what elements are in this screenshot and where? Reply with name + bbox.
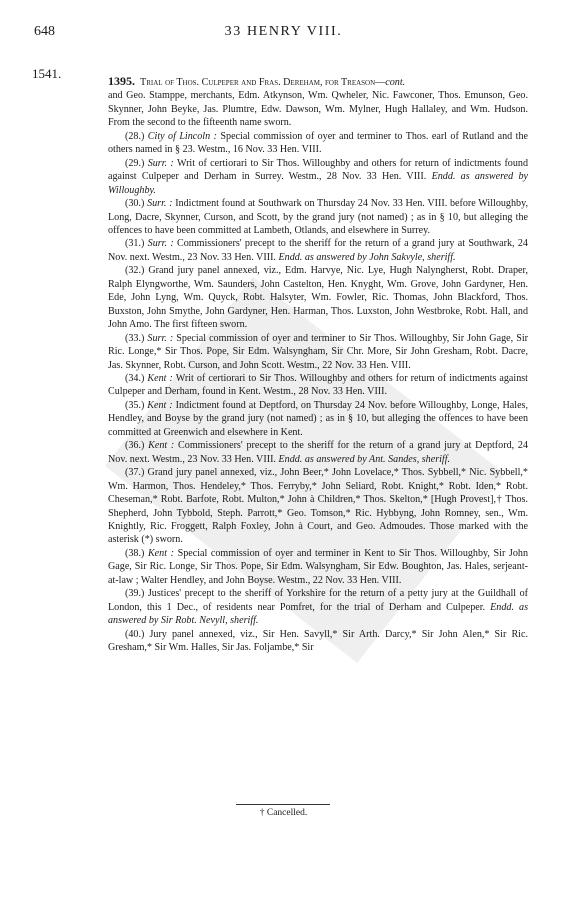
- paragraph-place: Kent :: [148, 440, 175, 452]
- paragraph: [108, 399, 528, 439]
- paragraph-number: (39.): [125, 588, 148, 600]
- page-header: [0, 24, 567, 42]
- paragraph-text: Grand jury panel annexed, viz., Edm. Harvye, Nic. Lye, Hugh Nalyngherst, Robt. Draper, Ralph Elyngworthe, Wm. Saunders, John Castelton, Hen. Knyght, Wm. Grove, John Gardyner, Hen. Ede, John Lyng, Wm. Quyck, Robt. Halsyter, Wm. Fowler, Ric. Thomas, John Blackford, Thos. Buxston, John Smythe, John Gardyner, Hen. Harman, Thos. Luxston, John Westbroke, Robt. Hall, and John Amo. The first fifteen sworn.: [108, 265, 528, 331]
- paragraph-text: Jury panel annexed, viz., Sir Hen. Savyll,* Sir Arth. Darcy,* Sir John Alen,* Sir Ric. Gresham,* Sir Wm. Halles, Sir Jas. Foljambe,* Sir: [108, 628, 528, 654]
- paragraph-text: Writ of certiorari to Sir Thos. Willoughby and others for return of indictments found against Culpeper and Derham in Surrey. Westm., 28 Nov. 33 Hen. VIII.: [108, 157, 528, 183]
- paragraph-number: (38.): [125, 547, 148, 559]
- footnote: † Cancelled.: [259, 808, 308, 818]
- paragraph-text: Special commission of oyer and terminer in Kent to Sir Thos. Willoughby, Sir John Gage, Sir Ric. Longe, Sir Thos. Pope, Sir Edm. Walsyngham, Sir Edw. Boughton, Jas. Hales, serjeant-at-law ; Walter Hendley, and John Boyse. Westm., 22 Nov. 33 Hen. VIII.: [108, 547, 528, 586]
- paragraph-text: Commissioners' precept to the sheriff for the return of a grand jury at Southwark, 24 Nov. next. Westm., 23 Nov. 33 Hen. VIII.: [108, 238, 528, 263]
- paragraph-number: (29.): [125, 157, 148, 169]
- paragraph-place: Surr. :: [147, 157, 174, 169]
- paragraph-text: Indictment found at Southwark on Thursday 24 Nov. 33 Hen. VIII. before Willoughby, Long, Dacre, Skynner, Curson, and Scott, by the grand jury (not named) ; as in § 10, but alleging the offences to have been committed at Lambeth, Otlands, and elsewhere in Surrey.: [108, 198, 528, 236]
- entry-heading: [108, 75, 528, 89]
- paragraph-number: (30.): [125, 198, 148, 210]
- paragraph: [108, 547, 528, 587]
- paragraph-text: Justices' precept to the sheriff of Yorkshire for the return of a petty jury at the Guildhall of London, this 1 Dec., of residents near Pomfret, for the trial of Derham and Culpeper.: [108, 588, 528, 613]
- paragraph-number: (34.): [125, 372, 148, 384]
- paragraph: [108, 332, 528, 372]
- paragraph: [108, 466, 528, 547]
- paragraph-number: (28.): [125, 130, 148, 142]
- paragraph-place: Surr. :: [147, 332, 174, 344]
- paragraph-number: (35.): [125, 399, 148, 411]
- paragraph: [108, 237, 528, 264]
- paragraph-list: [108, 130, 528, 655]
- entry-title: Trial of Thos. Culpeper and Fras. Dereham, for Treason—: [140, 77, 386, 88]
- year-margin: 1541.: [32, 66, 62, 81]
- paragraph-place: City of Lincoln :: [147, 130, 217, 142]
- paragraph-number: (37.): [125, 467, 148, 479]
- paragraph: [108, 197, 528, 237]
- paragraph: [108, 130, 528, 157]
- paragraph-text: Writ of certiorari to Sir Thos. Willoughby and others for return of indictments against Culpeper and Derham, found in Kent. Westm., 28 Nov. 33 Hen. VIII.: [108, 372, 528, 398]
- paragraph-place: Surr. :: [147, 198, 173, 210]
- paragraph-number: (33.): [125, 332, 148, 344]
- paragraph: [108, 157, 528, 197]
- paragraph: [108, 439, 528, 466]
- endorsement: Endd. as answered by Ant. Sandes, sheriff.: [278, 453, 451, 465]
- paragraph-number: (32.): [125, 265, 149, 277]
- endorsement: Endd. as answered by Sir Robt. Nevyll, sheriff.: [108, 601, 528, 627]
- paragraph: [108, 628, 528, 655]
- entry-number: 1395.: [108, 74, 135, 88]
- running-head: 33 HENRY VIII.: [224, 24, 343, 39]
- paragraph: [108, 587, 528, 627]
- paragraph: [108, 372, 528, 399]
- footnote-rule: [236, 804, 330, 805]
- paragraph-text: Special commission of oyer and terminer to Sir Thos. Willoughby, Sir John Gage, Sir Ric. Longe,* Sir Thos. Pope, Sir Edm. Walsyngham, Sir Chr. More, Sir John Gresham, Robt. Dacre, Jas. Skynner, Robt. Curson, and John Scott. Westm., 22 Nov. 33 Hen. VIII.: [108, 332, 528, 371]
- paragraph-place: Kent :: [147, 399, 173, 411]
- endorsement: Endd. as answered by John Sakvyle, sheriff.: [278, 251, 456, 263]
- paragraph-text: Special commission of oyer and terminer to Thos. earl of Rutland and the others named in § 23. Westm., 16 Nov. 33 Hen. VIII.: [108, 130, 528, 156]
- paragraph-text: Indictment found at Deptford, on Thursday 24 Nov. before Willoughby, Longe, Hales, Hendley, and Boyse by the grand jury (not named) ; as in § 10, but alleging the offences to have been committed at Greenwich and elsewhere in Kent.: [108, 399, 528, 438]
- document-body: [108, 75, 528, 654]
- entry-intro: and Geo. Stamppe, merchants, Edm. Atkynson, Wm. Qwheler, Nic. Fawconer, Thos. Emunson, Geo. Skynner, John Beyke, Jas. Plumtre, Edw. Dawson, Wm. Mylner, Hugh Hallaley, and Wm. Hudson. From the second to the fifteenth name sworn.: [108, 90, 528, 129]
- paragraph-number: (36.): [125, 440, 149, 452]
- paragraph-text: Grand jury panel annexed, viz., John Beer,* John Lovelace,* Thos. Sybbell,* Nic. Sybbell,* Wm. Harmon, Thos. Hendeley,* Thos. Ferryby,* John Seliard, Robt. Knight,* Robt. Iden,* Robt. Cheseman,* Robt. Barfote, Robt. Multon,* John à Children,* Thos. Skelton,* [Hugh Provest],† Thos. Shepherd, John Tybbold, Steph. Parrott,* Geo. Tomson,* Ric. Hybbyng, John Romney, sen., Wm. Knightly, Ric. Froggett, Ralph Foxley, John à Court, and Geo. Admoudes. Those marked with the asterisk (*) sworn.: [108, 467, 528, 546]
- entry-title-cont: cont.: [385, 77, 406, 88]
- paragraph-place: Surr. :: [147, 238, 174, 250]
- endorsement: Endd. as answered by Willoughby.: [108, 171, 528, 196]
- paragraph-place: Kent :: [147, 547, 174, 559]
- paragraph: [108, 264, 528, 331]
- paragraph-number: (31.): [125, 238, 148, 250]
- paragraph-number: (40.): [125, 628, 150, 640]
- paragraph-text: Commissioners' precept to the sheriff for the return of a grand jury at Deptford, 24 Nov. next. Westm., 23 Nov. 33 Hen. VIII.: [108, 440, 528, 465]
- page-number: 648: [34, 24, 55, 39]
- paragraph-place: Kent :: [147, 372, 173, 384]
